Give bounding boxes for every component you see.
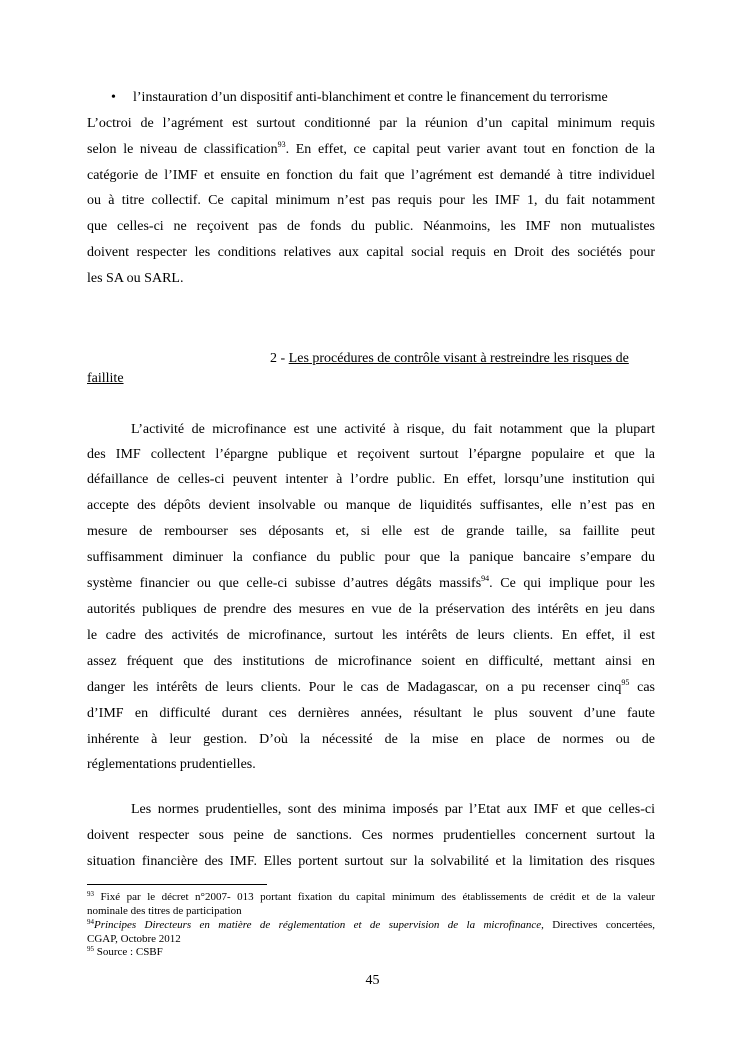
text-line: ou à titre collectif. Ce capital minimum n’est pas requis pour les IMF 1, du fait notamment (87, 193, 655, 208)
section-heading (270, 351, 629, 367)
text-line: doivent respecter les conditions relatives aux capital social requis en Droit des sociétés pour (87, 245, 655, 260)
text-line: doivent respecter sous peine de sanctions. Ces normes prudentielles concernent surtout la (87, 828, 655, 843)
text-line: danger les intérêts de leurs clients. Pour le cas de Madagascar, on a pu recenser cinq$^{95}$ cas (87, 678, 655, 695)
section-title-cont: faillite (87, 371, 124, 386)
text-line: défaillance de celles-ci peuvent intenter à l’ordre public. En effet, lorsqu’une institution qui (87, 472, 655, 487)
text-line: catégorie de l’IMF et ensuite en fonction du fait que l’agrément est demandé à titre individuel (87, 168, 655, 183)
page-number: 45 (365, 973, 380, 988)
text-line: mesure de rembourser ses déposants et, si elle est de grande taille, sa faillite peut (87, 524, 655, 539)
text-line: L’activité de microfinance est une activité à risque, du fait notamment que la plupart (131, 422, 655, 437)
bullet-icon: • (111, 90, 116, 105)
text-line: Les normes prudentielles, sont des minima imposés par l’Etat aux IMF et que celles-ci (131, 802, 655, 817)
footnote-94-cont: CGAP, Octobre 2012 (87, 933, 181, 945)
footnote-ref-94[interactable]: 94 (481, 574, 490, 583)
footnote-93: $^{93}$ Fixé par le décret n°2007- 013 portant fixation du capital minimum des établissements de crédit et de la valeur (87, 890, 655, 903)
text-line: que celles-ci ne reçoivent pas de fonds du public. Néanmoins, les IMF non mutualistes (87, 219, 655, 234)
text-line: suffisamment diminuer la confiance du public pour que la panique bancaire s’empare du (87, 550, 655, 565)
text-line: le cadre des activités de microfinance, surtout les intérêts de leurs clients. En effet, il est (87, 628, 655, 643)
section-title: Les procédures de contrôle visant à restreindre les risques de (288, 351, 629, 366)
section-heading-continuation (87, 371, 124, 387)
footnote-95: $^{95}$ Source : CSBF (87, 945, 163, 958)
bullet-list-item (111, 90, 608, 106)
footnote-separator (87, 884, 267, 885)
text-line: accepte des dépôts devient insolvable ou manque de liquidités suffisantes, elle n’est pas en (87, 498, 655, 513)
text-line: inhérente à leur gestion. D’où la nécessité de la mise en place de normes ou de (87, 732, 655, 747)
text-line: d’IMF en difficulté durant ces dernières années, résultant le plus souvent d’une faute (87, 706, 655, 721)
footnote-ref-95[interactable]: 95 (621, 678, 630, 687)
text-line: situation financière des IMF. Elles portent surtout sur la solvabilité et la limitation des risques (87, 854, 655, 869)
text-line: des IMF collectent l’épargne publique et reçoivent surtout l’épargne populaire et que la (87, 447, 655, 462)
footnote-ref-93[interactable]: 93 (277, 140, 286, 149)
footnote-93-cont: nominale des titres de participation (87, 905, 242, 917)
bullet-text: l’instauration d’un dispositif anti-blanchiment et contre le financement du terrorisme (133, 90, 608, 105)
text-line: selon le niveau de classification$^{93}$. En effet, ce capital peut varier avant tout en fonction de la (87, 140, 655, 157)
text-line: système financier ou que celle-ci subisse d’autres dégâts massifs$^{94}$. Ce qui implique pour les (87, 574, 655, 591)
text-line: L’octroi de l’agrément est surtout conditionné par la réunion d’un capital minimum requis (87, 116, 655, 131)
text-line: les SA ou SARL. (87, 271, 184, 286)
text-line: réglementations prudentielles. (87, 757, 256, 772)
text-line: autorités publiques de prendre des mesures en vue de la préservation des intérêts en jeu dans (87, 602, 655, 617)
section-number: 2 - (270, 351, 289, 366)
text-line: assez fréquent que des institutions de microfinance soient en difficulté, mettant ainsi en (87, 654, 655, 669)
footnote-94: $^{94}$Principes Directeurs en matière de réglementation et de supervision de la microfinance, Directives concertées, (87, 918, 655, 931)
